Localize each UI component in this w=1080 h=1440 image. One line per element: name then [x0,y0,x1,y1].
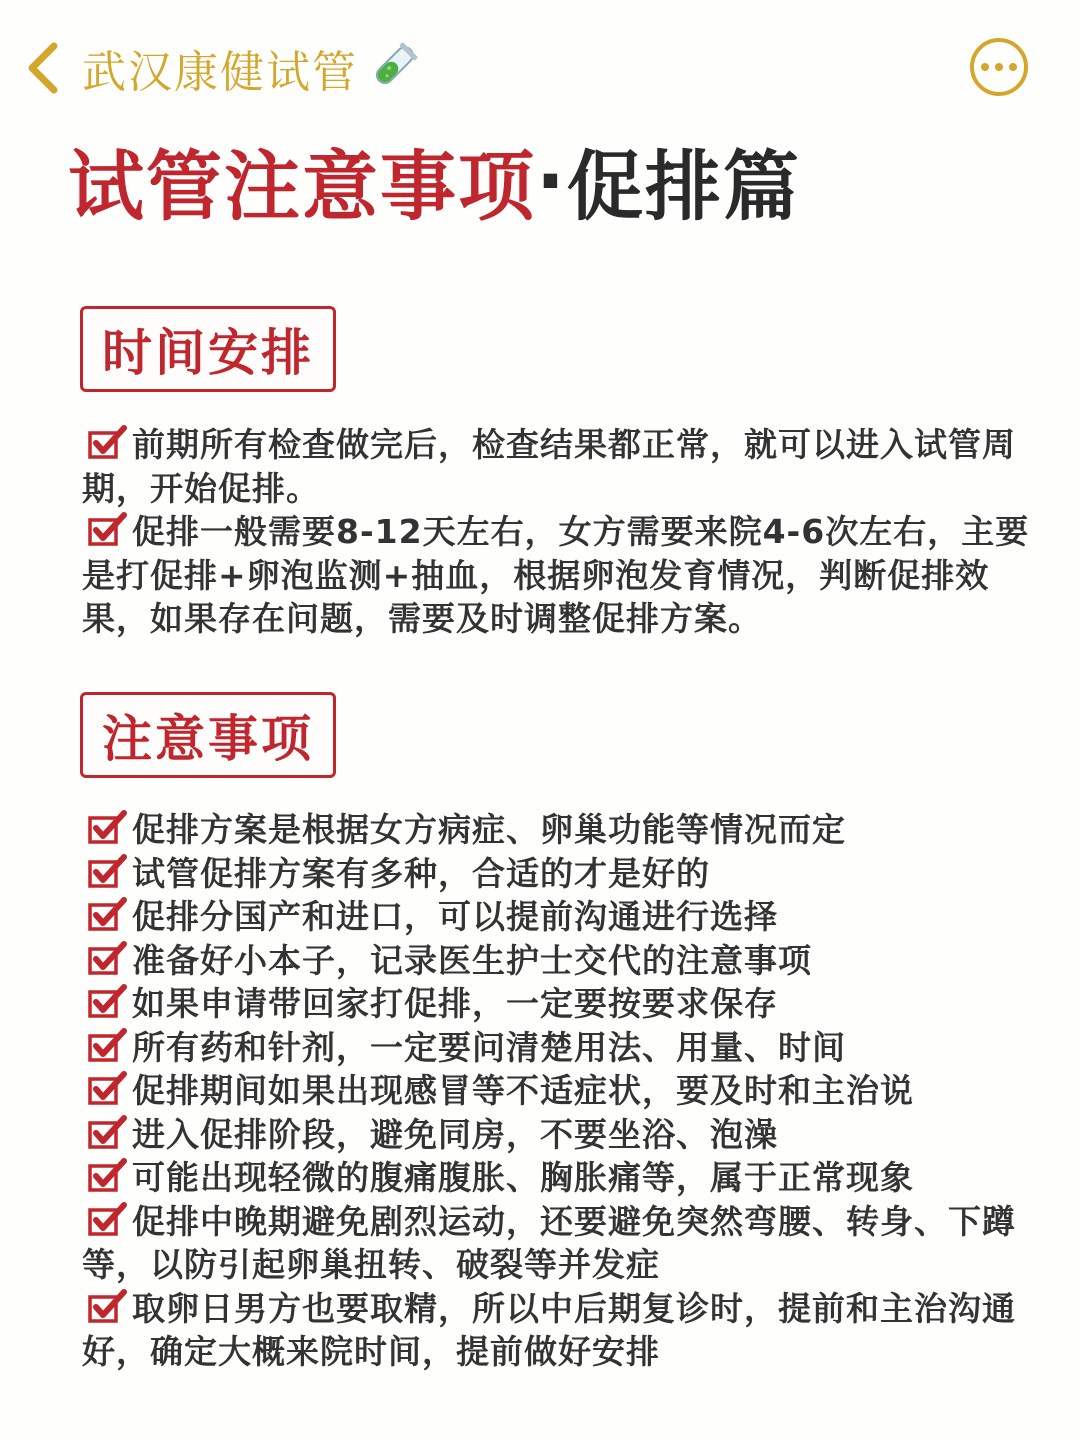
list-item-text: 促排方案是根据女方病症、卵巢功能等情况而定 [132,810,846,849]
list-item-text: 可能出现轻微的腹痛腹胀、胸胀痛等，属于正常现象 [132,1158,914,1197]
title-red-part: 试管注意事项 [68,141,536,231]
section-label-notes: 注意事项 [80,692,336,778]
list-item [82,808,1032,852]
list-item [82,939,1032,983]
list-item [82,423,1032,510]
notes-list [82,808,1032,1374]
list-item [82,982,1032,1026]
list-item [82,510,1032,641]
more-dot [995,63,1003,71]
red-checkmark-icon [88,425,132,459]
title-separator: · [536,135,567,225]
list-item [82,852,1032,896]
list-item [82,1069,1032,1113]
red-checkmark-icon [88,854,132,888]
list-item-text: 促排中晚期避免剧烈运动，还要避免突然弯腰、转身、下蹲等，以防引起卵巢扭转、破裂等并发症 [82,1201,1016,1284]
red-checkmark-icon [88,1115,132,1149]
list-item [82,1156,1032,1200]
account-name[interactable] [82,38,420,98]
list-item-text: 取卵日男方也要取精，所以中后期复诊时，提前和主治沟通好，确定大概来院时间，提前做好安排 [82,1288,1016,1371]
red-checkmark-icon [88,810,132,844]
back-button[interactable] [22,40,66,96]
list-item-text: 前期所有检查做完后，检查结果都正常，就可以进入试管周期，开始促排。 [82,425,1016,508]
list-item-text: 如果申请带回家打促排，一定要按要求保存 [132,984,778,1023]
title-dark-part: 促排篇 [566,141,801,231]
section-label-schedule: 时间安排 [80,306,336,392]
more-dots-icon [981,63,989,71]
red-checkmark-icon [88,512,132,546]
list-item [82,1026,1032,1070]
list-item [82,1200,1032,1287]
list-item-text: 促排期间如果出现感冒等不适症状，要及时和主治说 [132,1071,914,1110]
red-checkmark-icon [88,1158,132,1192]
list-item-text: 促排一般需要8-12天左右，女方需要来院4-6次左右，主要是打促排+卵泡监测+抽血，根据卵泡发育情况，判断促排效果，如果存在问题，需要及时调整促排方案。 [82,512,1030,638]
list-item [82,895,1032,939]
red-checkmark-icon [88,1202,132,1236]
list-item-text: 试管促排方案有多种，合适的才是好的 [132,853,710,893]
list-item-text: 准备好小本子，记录医生护士交代的注意事项 [132,940,812,980]
list-item-text: 所有药和针剂，一定要问清楚用法、用量、时间 [132,1027,846,1067]
list-item-text: 促排分国产和进口，可以提前沟通进行选择 [132,897,778,936]
list-item [82,1287,1032,1374]
more-options-button[interactable] [970,38,1028,96]
list-item [82,1113,1032,1157]
test-tube-icon [364,40,420,96]
schedule-list [82,423,1032,641]
red-checkmark-icon [88,897,132,931]
top-bar [0,0,1080,130]
more-dot [1009,63,1017,71]
red-checkmark-icon [88,984,132,1018]
chevron-left-icon [22,40,66,96]
red-checkmark-icon [88,1028,132,1062]
account-name-text: 武汉康健试管 [82,47,358,98]
red-checkmark-icon [88,1071,132,1105]
list-item-text: 进入促排阶段，避免同房，不要坐浴、泡澡 [132,1114,778,1154]
red-checkmark-icon [88,941,132,975]
page-title [68,130,801,230]
red-checkmark-icon [88,1289,132,1323]
